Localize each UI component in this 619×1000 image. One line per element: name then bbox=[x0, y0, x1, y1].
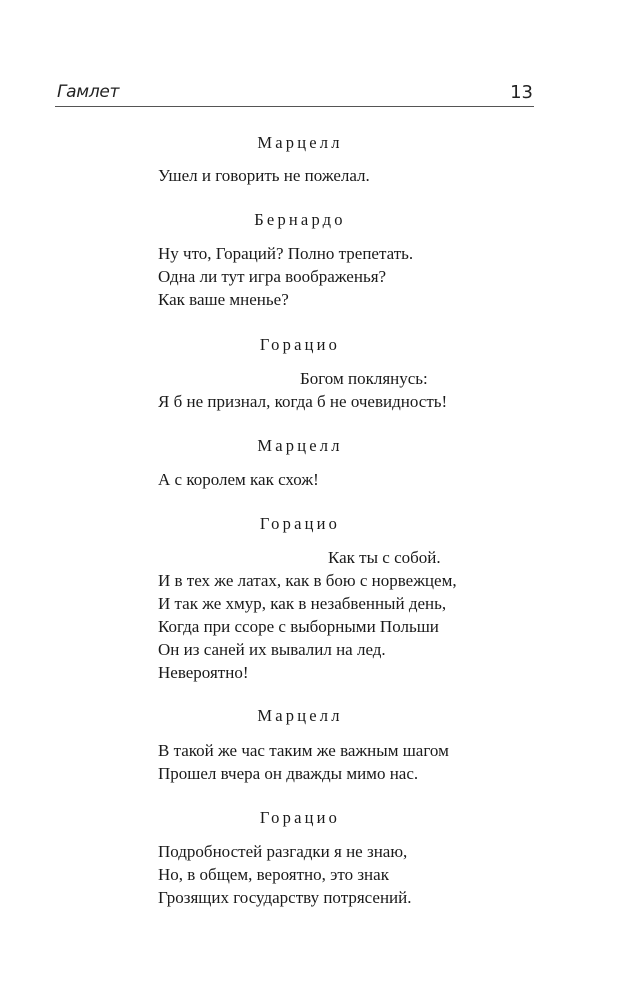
verse-line: В такой же час таким же важным шагом bbox=[158, 741, 449, 760]
verse-line: А с королем как схож! bbox=[158, 470, 319, 489]
speaker-name: Горацио bbox=[259, 335, 341, 354]
verse-line: Подробностей разгадки я не знаю, bbox=[158, 842, 408, 861]
verse-line: Прошел вчера он дважды мимо нас. bbox=[158, 764, 419, 783]
speaker-name: Марцелл bbox=[257, 706, 343, 725]
header-rule bbox=[55, 106, 534, 107]
speaker-name: Бернардо bbox=[254, 210, 346, 229]
page-number: 13 bbox=[510, 82, 533, 103]
verse-line: Как ваше мненье? bbox=[158, 290, 289, 309]
verse-line: Грозящих государству потрясений. bbox=[158, 888, 412, 907]
speaker-name: Горацио bbox=[259, 808, 341, 827]
verse-line: Он из саней их вывалил на лед. bbox=[158, 640, 386, 659]
verse-line: Невероятно! bbox=[158, 663, 249, 682]
verse-line: Богом поклянусь: bbox=[300, 369, 428, 388]
verse-line: Как ты с собой. bbox=[328, 548, 441, 567]
verse-line: Но, в общем, вероятно, это знак bbox=[158, 865, 389, 884]
speaker-name: Марцелл bbox=[257, 133, 343, 152]
verse-line: Одна ли тут игра воображенья? bbox=[158, 267, 387, 286]
verse-line: Когда при ссоре с выборными Польши bbox=[158, 617, 439, 636]
speaker-name: Марцелл bbox=[257, 436, 343, 455]
speaker-name: Горацио bbox=[259, 514, 341, 533]
verse-line: Ну что, Гораций? Полно трепетать. bbox=[158, 244, 414, 263]
verse-line: И в тех же латах, как в бою с норвежцем, bbox=[158, 571, 457, 590]
verse-line: Ушел и говорить не пожелал. bbox=[158, 166, 370, 185]
verse-line: Я б не признал, когда б не очевидность! bbox=[158, 392, 448, 411]
verse-line: И так же хмур, как в незабвенный день, bbox=[158, 594, 447, 613]
running-title: Гамлет bbox=[57, 82, 120, 102]
